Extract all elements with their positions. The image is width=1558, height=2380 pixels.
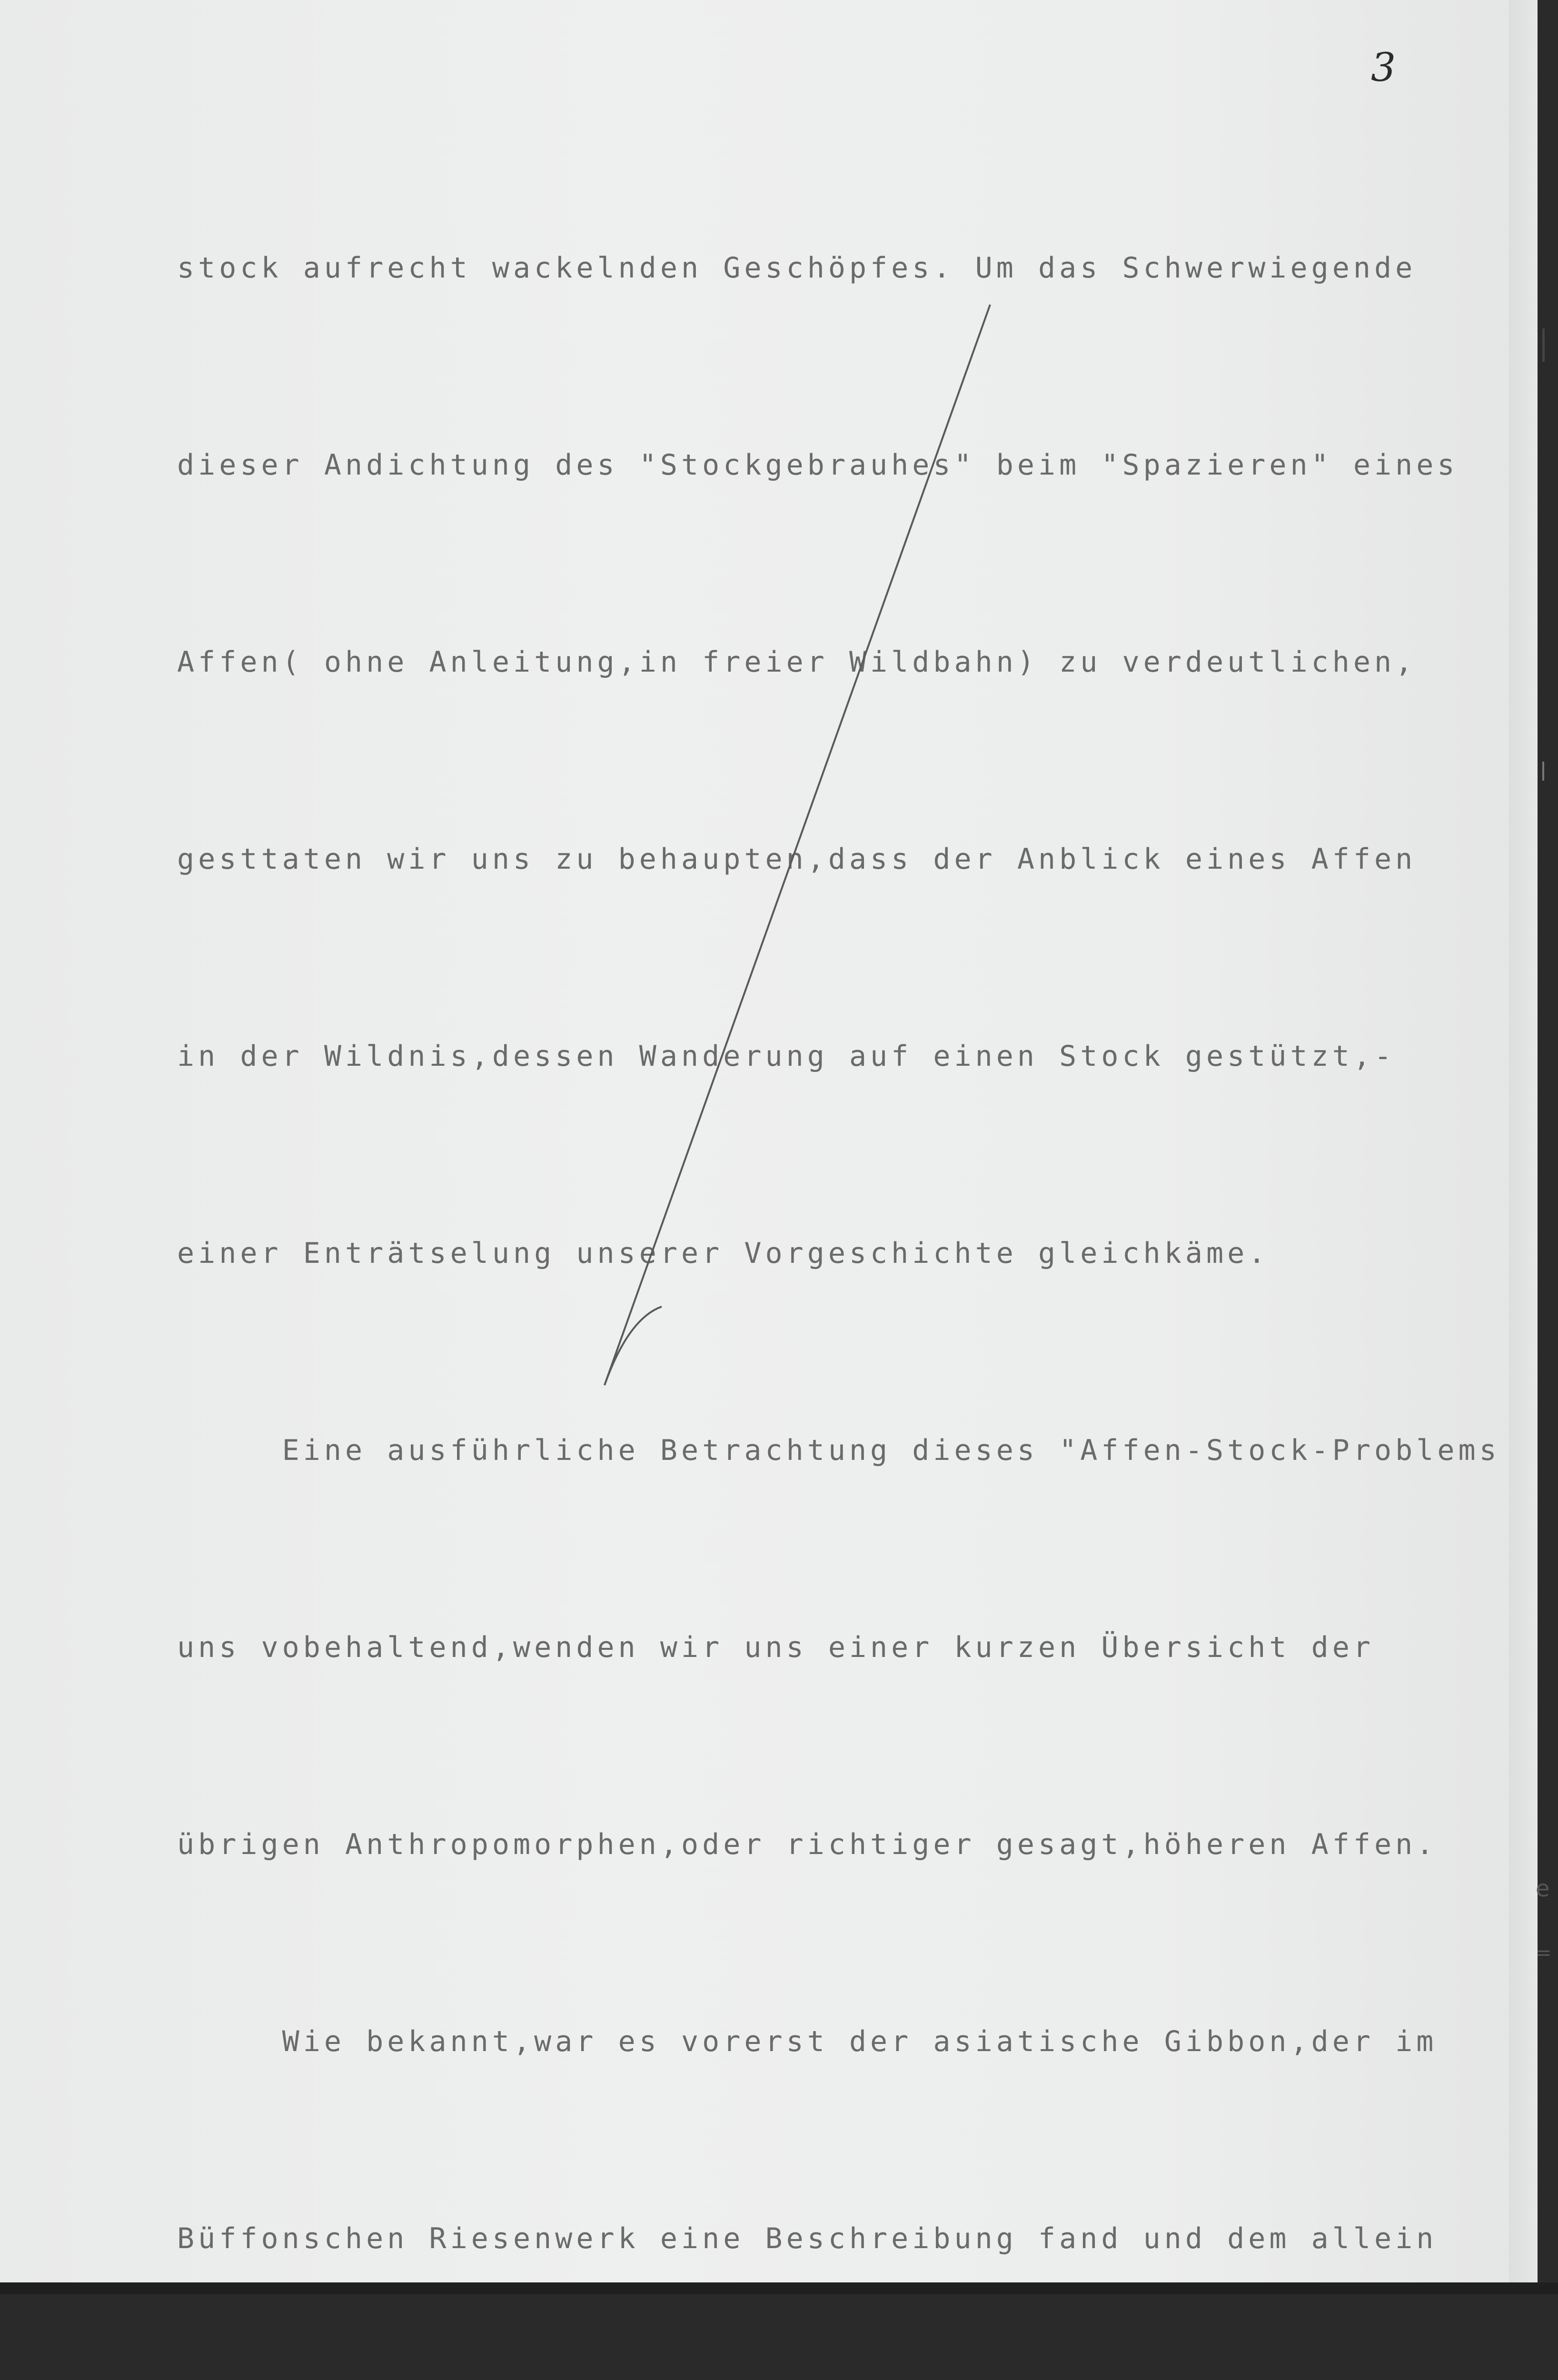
scan-border [0,2282,1558,2294]
text-line: Eine ausführliche Betrachtung dieses "Affen-Stock-Problems [177,1434,1500,1467]
typewritten-body [177,104,1500,2380]
text-line: einer Enträtselung unserer Vorgeschichte gleichkäme. [177,1237,1270,1270]
text-line: in der Wildnis,dessen Wanderung auf einen Stock gestützt,- [177,1040,1396,1073]
text-line: Wie bekannt,war es vorerst der asiatische Gibbon,der im [177,2025,1438,2058]
text-line: uns vobehaltend,wenden wir uns einer kurzen Übersicht der [177,1631,1375,1664]
text-line: Büffonschen Riesenwerk eine Beschreibung fand und dem allein [177,2222,1438,2255]
text-line: Affen( ohne Anleitung,in freier Wildbahn) zu verdeutlichen, [177,645,1417,679]
margin-tick [1542,328,1545,362]
text-line: gesttaten wir uns zu behaupten,dass der Anblick eines Affen [177,843,1417,876]
margin-tick [1542,762,1544,781]
margin-mark-e: e [1536,1875,1550,1902]
margin-mark-equals: = [1536,1942,1552,1964]
page-number: 3 [1371,45,1396,90]
text-line: stock aufrecht wackelnden Geschöpfes. Um das Schwerwiegende [177,251,1417,285]
page-edge [1509,0,1538,2285]
text-line: dieser Andichtung des "Stockgebrauhes" beim "Spazieren" eines [177,448,1459,482]
text-line: übrigen Anthropomorphen,oder richtiger gesagt,höheren Affen. [177,1828,1438,1861]
